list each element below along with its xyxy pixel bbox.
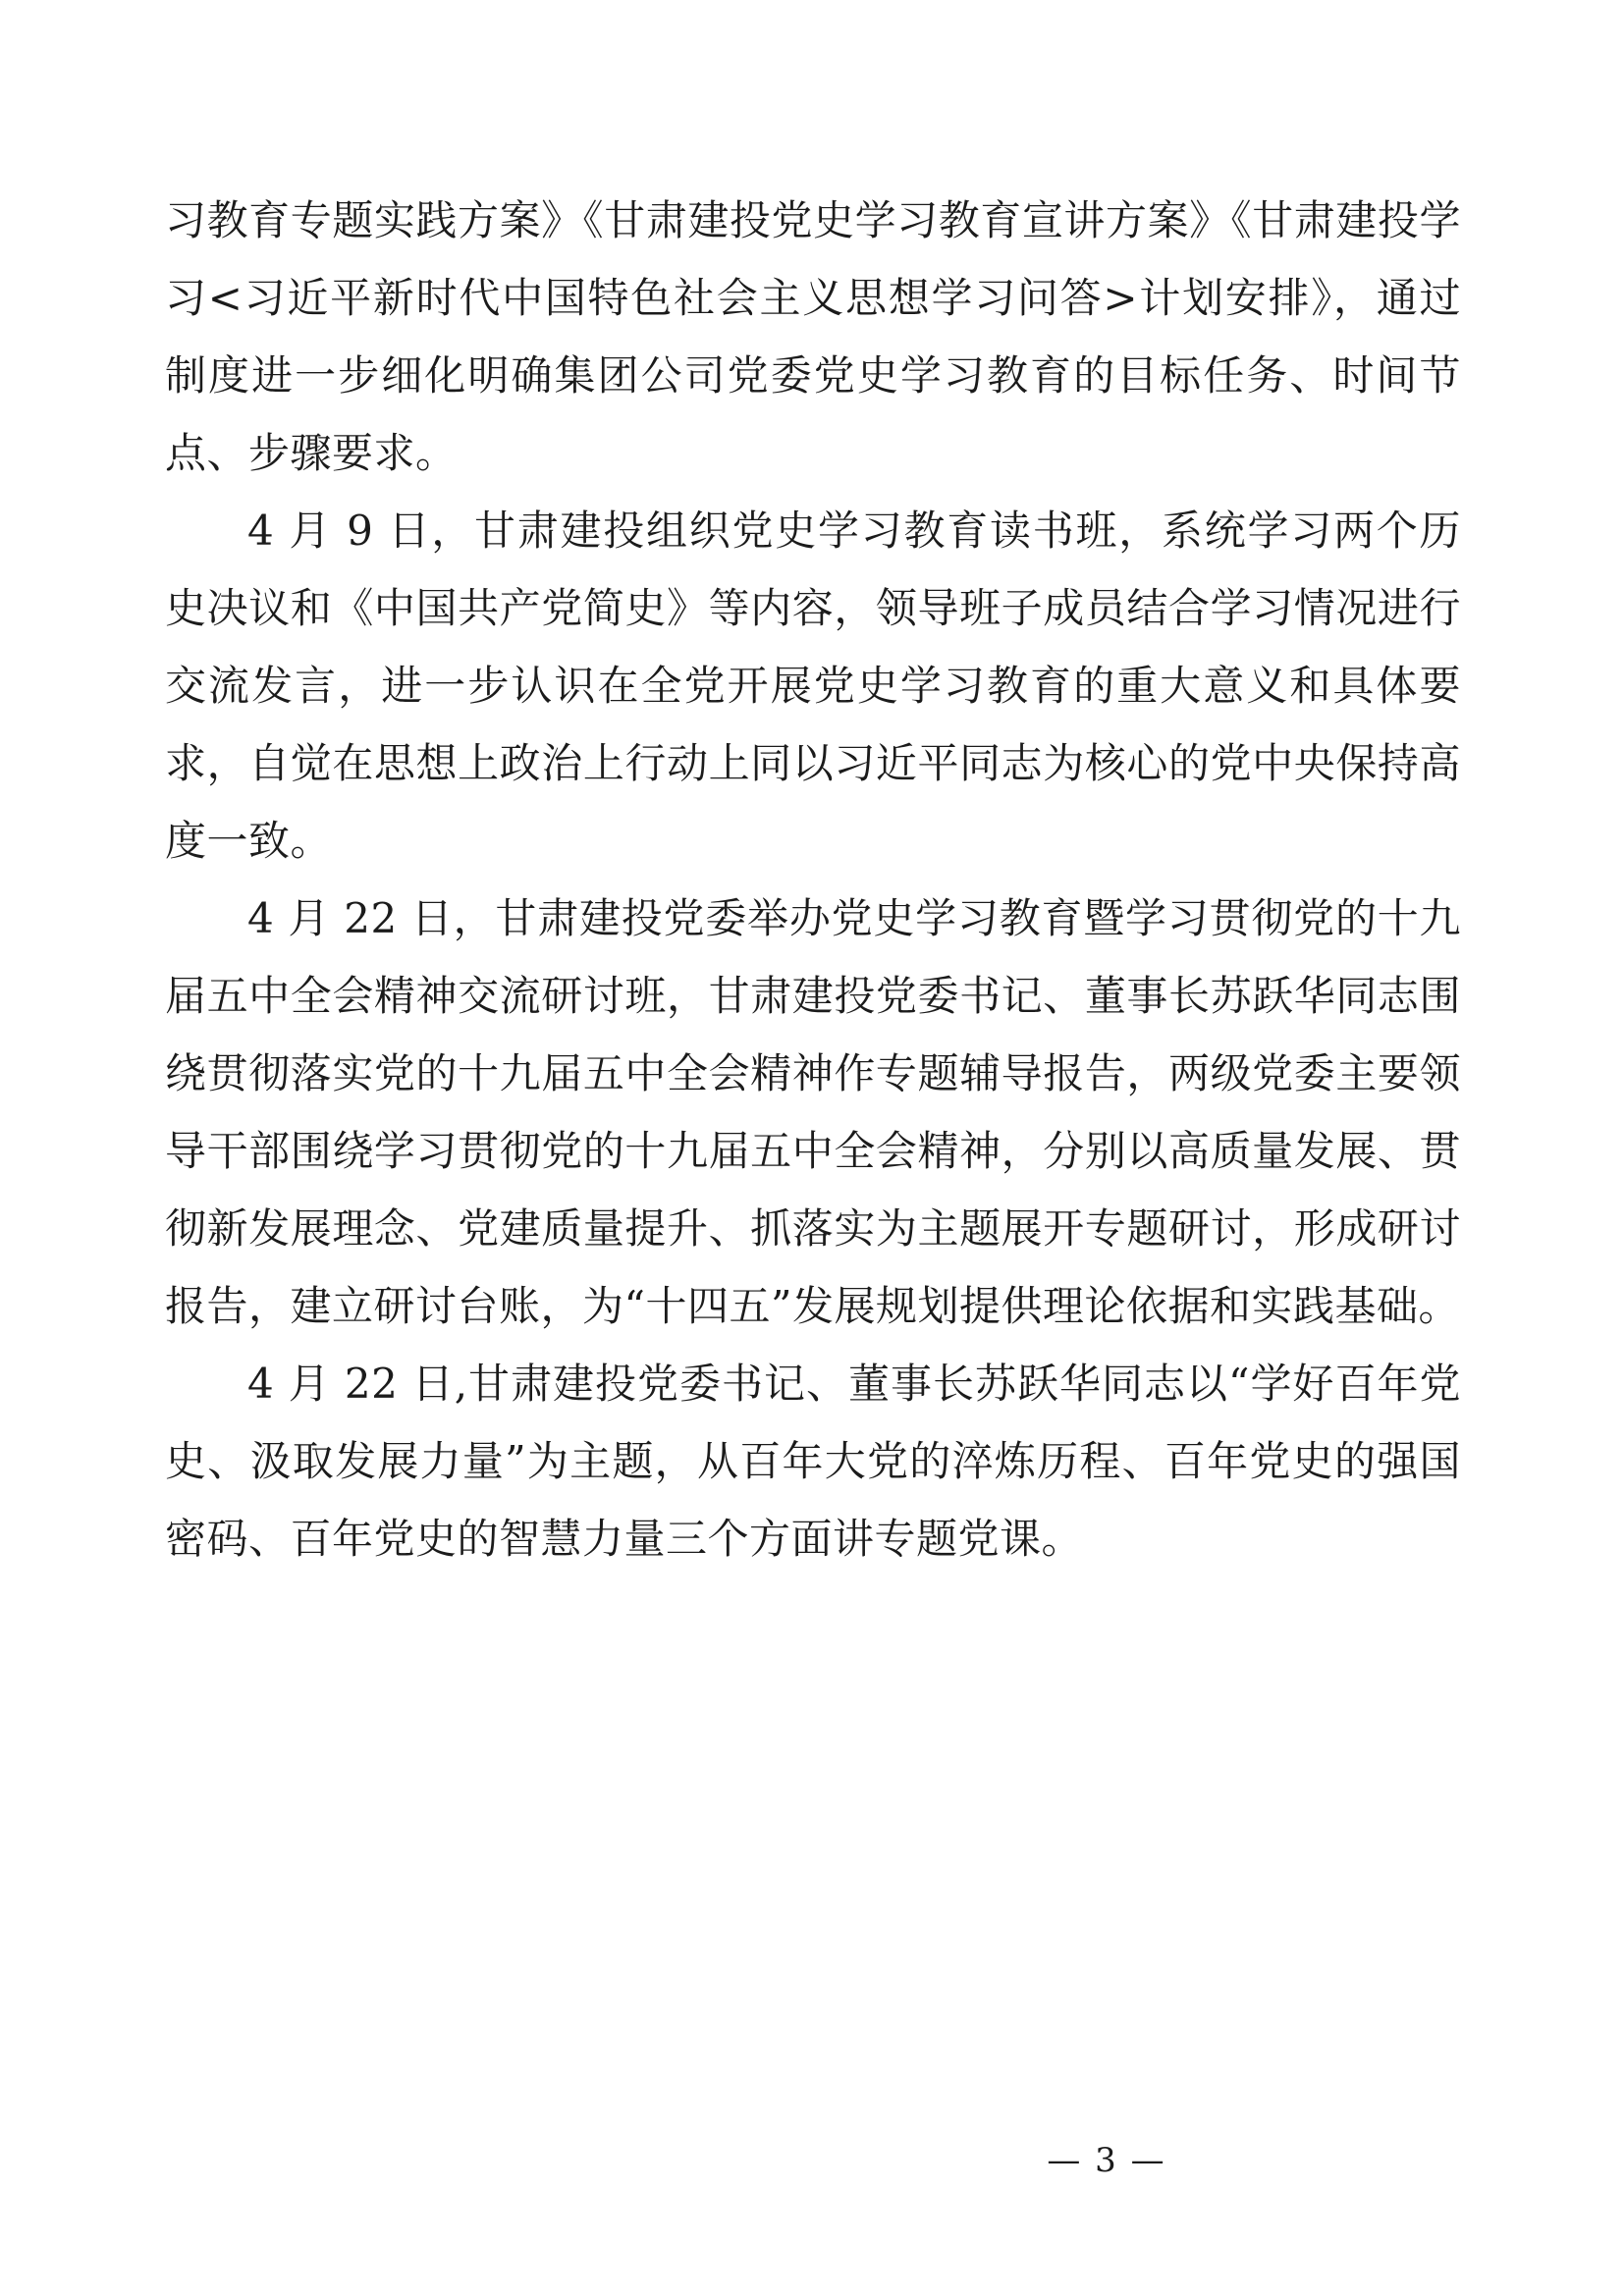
paragraph-4: 4 月 22 日,甘肃建投党委书记、董事长苏跃华同志以“学好百年党史、汲取发展力量”为主题，从百年大党的淬炼历程、百年党史的强国密码、百年党史的智慧力量三个方面讲专题党课。 <box>165 1360 1461 1563</box>
paragraph-1: 习教育专题实践方案》《甘肃建投党史学习教育宣讲方案》《甘肃建投学习<习近平新时代中国特色社会主义思想学习问答>计划安排》，通过制度进一步细化明确集团公司党委党史学习教育的目标任务、时间节点、步骤要求。 <box>165 196 1461 477</box>
page-number: — 3 — <box>1047 2141 1166 2180</box>
page-footer <box>0 2141 1624 2180</box>
paragraph-3: 4 月 22 日，甘肃建投党委举办党史学习教育暨学习贯彻党的十九届五中全会精神交流研讨班，甘肃建投党委书记、董事长苏跃华同志围绕贯彻落实党的十九届五中全会精神作专题辅导报告，两级党委主要领导干部围绕学习贯彻党的十九届五中全会精神，分别以高质量发展、贯彻新发展理念、党建质量提升、抓落实为主题展开专题研讨，形成研讨报告，建立研讨台账，为“十四五”发展规划提供理论依据和实践基础。 <box>165 894 1461 1330</box>
paragraph-2: 4 月 9 日，甘肃建投组织党史学习教育读书班，系统学习两个历史决议和《中国共产党简史》等内容，领导班子成员结合学习情况进行交流发言，进一步认识在全党开展党史学习教育的重大意义和具体要求，自觉在思想上政治上行动上同以习近平同志为核心的党中央保持高度一致。 <box>165 507 1461 865</box>
document-body <box>165 182 1461 1577</box>
